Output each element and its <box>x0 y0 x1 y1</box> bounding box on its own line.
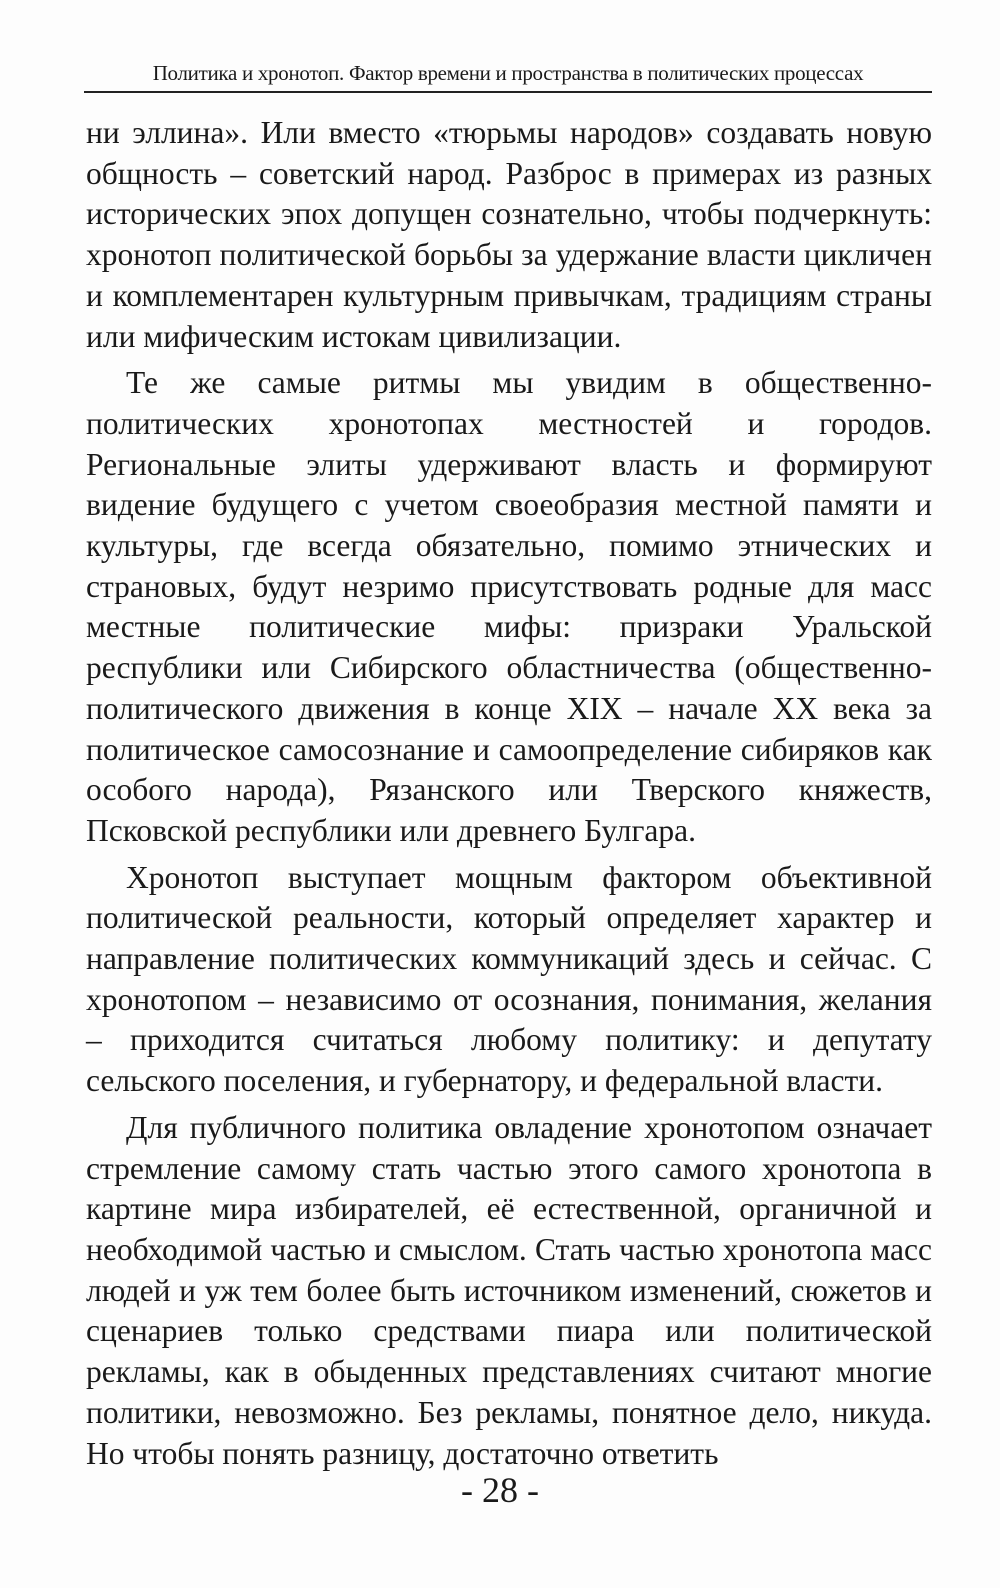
paragraph-2: Те же самые ритмы мы увидим в общественно-политических хронотопах местностей и городов. Региональные элиты удерживают власть и формируют видение будущего с учетом своеобразия местной памяти и культуры, где всегда обязательно, помимо этнических и страновых, будут незримо присутствовать родные для масс местные политические мифы: призраки Уральской республики или Сибирского областничества (общественно-политического движения в конце XIX – начале XX века за политическое самосознание и самоопределение сибиряков как особого народа), Рязанского или Тверского княжеств, Псковской республики или древнего Булгара. <box>86 365 932 848</box>
paragraph-1: ни эллина». Или вместо «тюрьмы народов» создавать новую общность – советский народ. Разброс в примерах из разных исторических эпох допущен сознательно, чтобы подчеркнуть: хронотоп политической борьбы за удержание власти цикличен и комплементарен культурным привычкам, традициям страны или мифическим истокам цивилизации. <box>86 115 932 354</box>
page-number: - 28 - <box>461 1470 539 1510</box>
paragraph-3: Хронотоп выступает мощным фактором объективной политической реальности, который определяет характер и направление политических коммуникаций здесь и сейчас. С хронотопом – независимо от осознания, понимания, желания – приходится считаться любому политику: и депутату сельского поселения, и губернатору, и федеральной власти. <box>86 859 932 1099</box>
paragraph-4: Для публичного политика овладение хронотопом означает стремление самому стать частью этого самого хронотопа в картине мира избирателей, её естественной, органичной и необходимой частью и смыслом. Стать частью хронотопа масс людей и уж тем более быть источником изменений, сюжетов и сценариев только средствами пиара или политической рекламы, как в обыденных представлениях считают многие политики, невозможно. Без рекламы, понятное дело, никуда. Но чтобы понять разницу, достаточно ответить <box>86 1109 932 1471</box>
body-text <box>86 113 932 1474</box>
running-header: Политика и хронотоп. Фактор времени и пространства в политических процессах <box>152 61 864 85</box>
header-divider <box>84 91 932 93</box>
